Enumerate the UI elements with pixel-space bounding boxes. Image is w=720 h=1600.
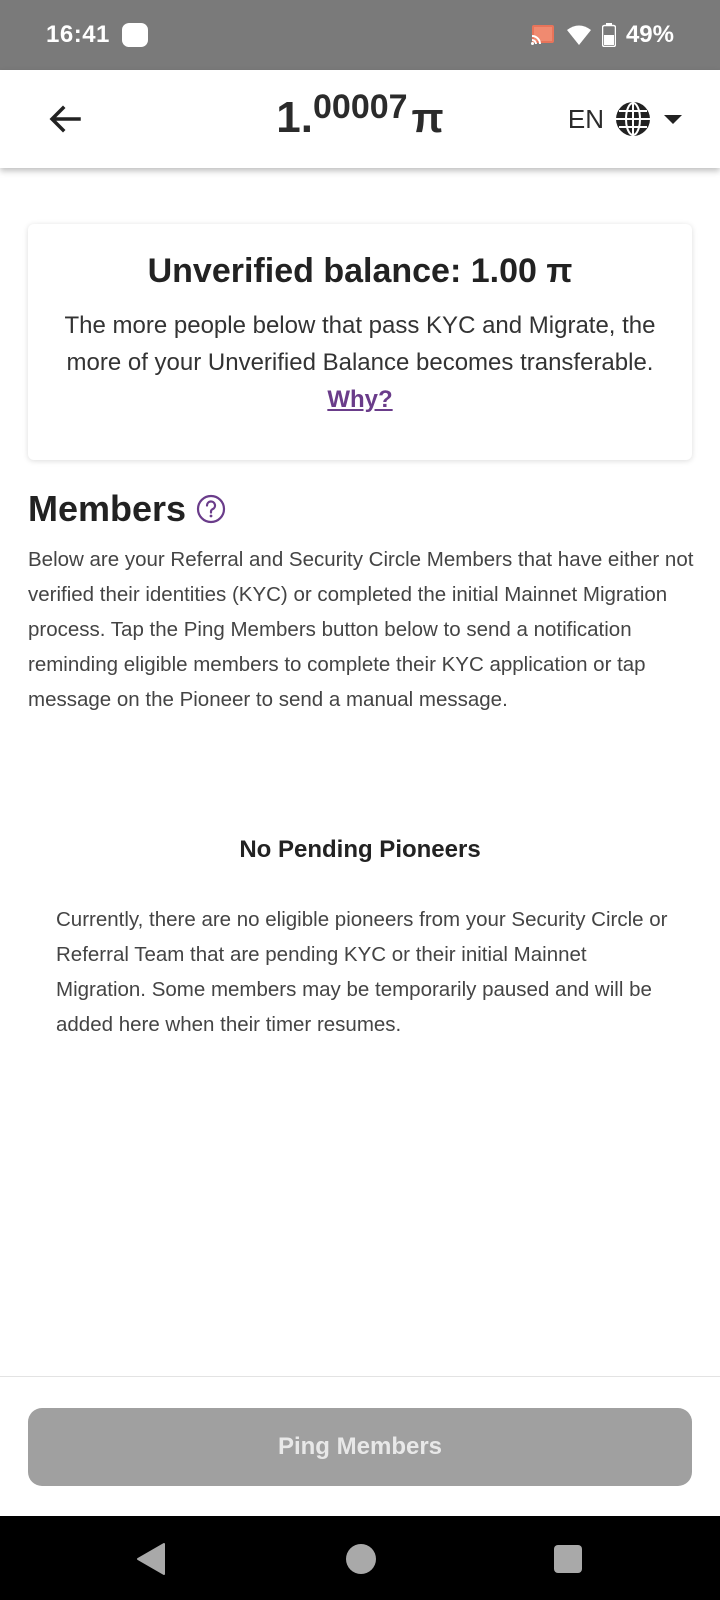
- balance-decimals: 00007: [313, 88, 408, 126]
- cast-icon: [530, 24, 556, 46]
- no-pending-description: Currently, there are no eligible pioneers from your Security Circle or Referral Team that are pending KYC or their initial Mainnet Migration. Some members may be temporarily paused and will be added here when their timer resumes.: [56, 908, 668, 1036]
- status-bar: [0, 0, 720, 70]
- caret-down-icon: [662, 112, 684, 126]
- globe-icon: [614, 100, 652, 138]
- members-heading: [28, 488, 226, 530]
- status-time: 16:41: [46, 21, 110, 48]
- card-text-body: The more people below that pass KYC and Migrate, the more of your Unverified Balance becomes transferable.: [64, 312, 656, 376]
- language-selector[interactable]: [568, 96, 684, 142]
- battery-icon: [602, 23, 616, 47]
- app-header: [0, 70, 720, 168]
- bottom-divider: [0, 1376, 720, 1377]
- unverified-balance-title: Unverified balance: 1.00 π: [147, 252, 573, 290]
- nav-back-icon[interactable]: [136, 1542, 166, 1576]
- pi-symbol: π: [411, 94, 444, 141]
- members-description: Below are your Referral and Security Circle Members that have either not verified their identities (KYC) or completed the initial Mainnet Migration process. Tap the Ping Members button below to send a notification reminding eligible members to complete their KYC application or tap message on the Pioneer to send a manual message.: [28, 548, 694, 711]
- notification-icon: [122, 23, 148, 47]
- unverified-balance-text: [58, 307, 662, 418]
- members-title: Members: [28, 488, 187, 529]
- nav-home-icon[interactable]: [346, 1544, 376, 1574]
- no-pending-title: No Pending Pioneers: [239, 836, 481, 863]
- wifi-icon: [566, 24, 592, 46]
- status-icons: [530, 21, 674, 49]
- battery-percent: 49%: [625, 21, 674, 48]
- nav-recents-icon[interactable]: [554, 1545, 582, 1573]
- help-icon[interactable]: [196, 494, 226, 524]
- why-link[interactable]: Why?: [327, 386, 393, 413]
- ping-members-button[interactable]: Ping Members: [28, 1408, 692, 1486]
- balance-main: 1.: [276, 93, 313, 142]
- navigation-bar: [0, 1516, 720, 1600]
- unverified-balance-card: [28, 224, 692, 460]
- language-label: EN: [567, 103, 604, 134]
